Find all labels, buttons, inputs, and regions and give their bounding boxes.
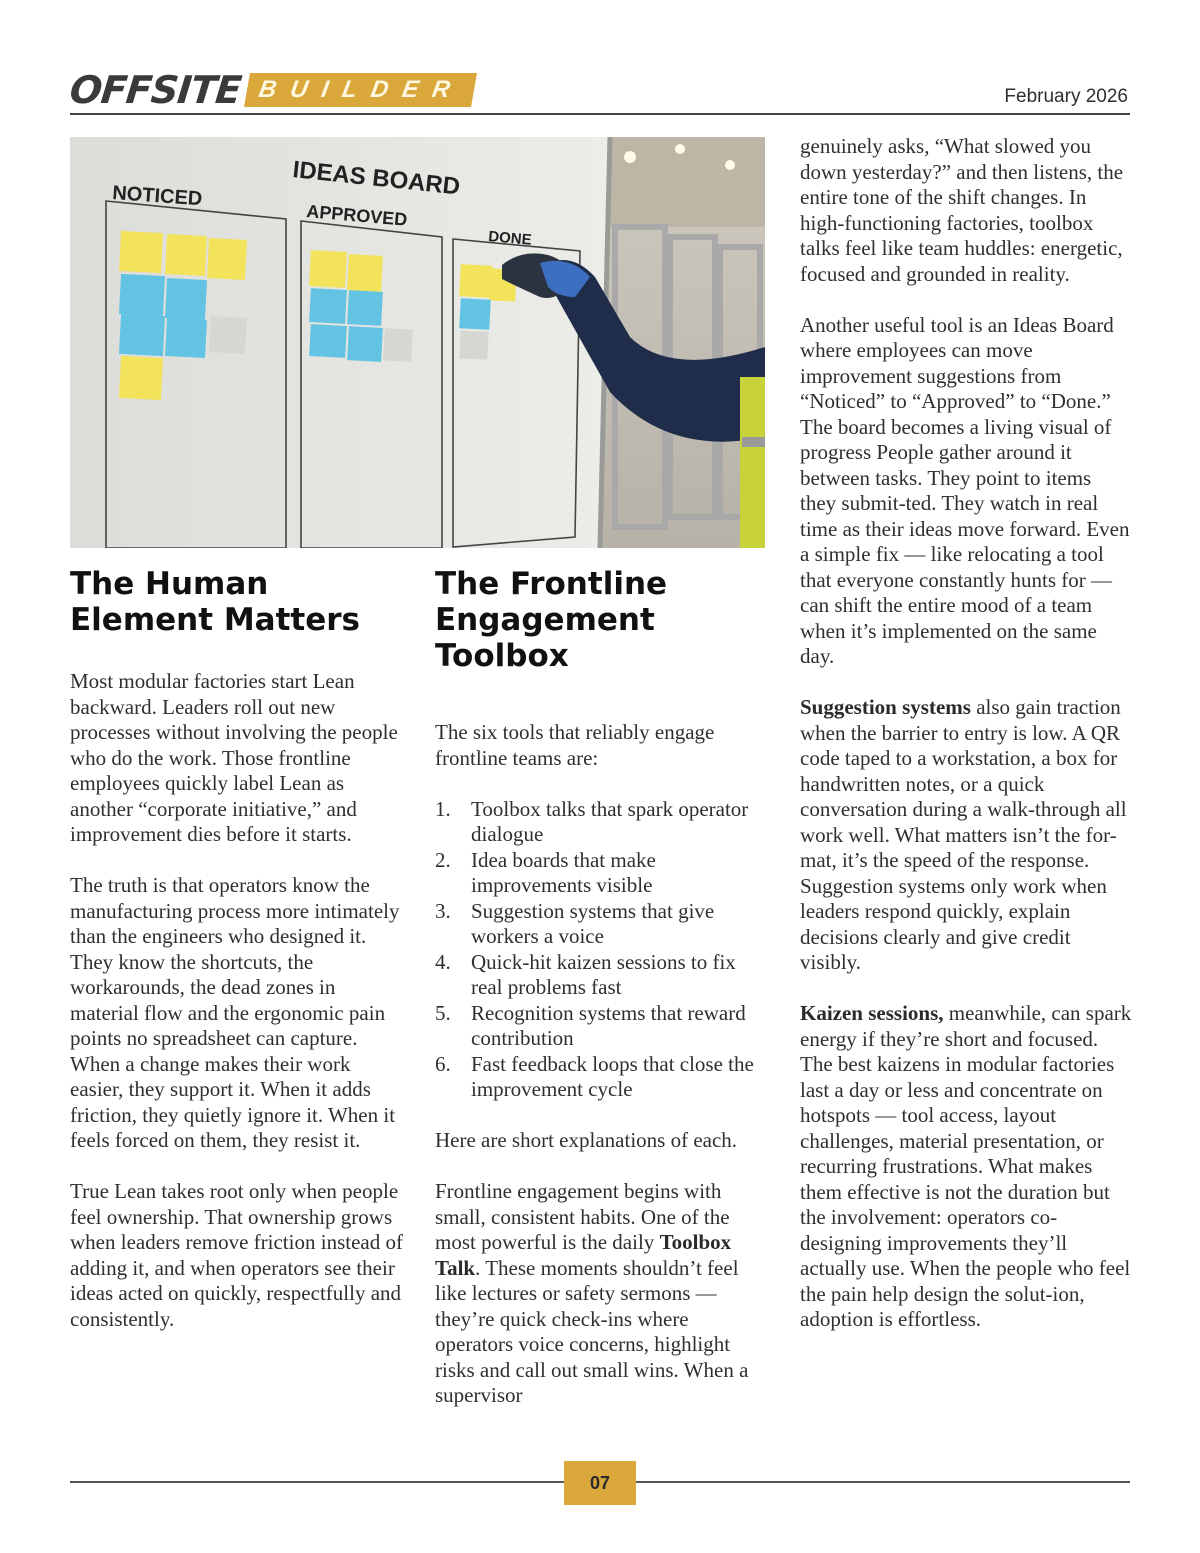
article-heading-human-element xyxy=(70,566,410,638)
list-item: 2. Idea boards that make improvements visible xyxy=(435,847,656,897)
paragraph: Most modular factories start Lean backward. Leaders roll out new processes without involving the people who do the work. Those frontline employees quickly label Lean as another “corporate initiative,” and improvement dies before it starts. xyxy=(70,669,398,846)
heading-line: Element Matters xyxy=(70,602,361,638)
ideas-board-photo xyxy=(70,137,765,548)
heading-line: The Human xyxy=(70,566,269,602)
board-column-done: DONE xyxy=(487,228,533,249)
list-item: 5. Recognition systems that reward contribution xyxy=(435,1000,746,1050)
paragraph: The truth is that operators know the manufacturing process more intimately than the engineers who designed it. They know the shortcuts, the workarounds, the dead zones in material flow and the ergonomic pain points no spreadsheet can capture. When a change makes their work easier, they support it. When it adds friction, they quietly ignore it. When it feels forced on them, they resist it. xyxy=(70,873,400,1152)
list-item: 4. Quick-hit kaizen sessions to fix real problems fast xyxy=(435,949,736,999)
board-column-approved: APPROVED xyxy=(305,201,409,230)
heading-line: The Frontline xyxy=(435,566,668,602)
heading-line: Engagement xyxy=(435,602,655,638)
article-column-2 xyxy=(435,720,770,1409)
logo-builder-badge xyxy=(244,73,477,107)
header-divider xyxy=(70,113,1130,115)
article-heading-frontline-toolbox xyxy=(435,566,765,674)
list-item: 1. Toolbox talks that spark operator dialogue xyxy=(435,796,749,846)
article-column-3 xyxy=(800,134,1132,1333)
paragraph: genuinely asks, “What slowed you down yesterday?” and then listens, the entire tone of the shift changes. In high-functioning factories, toolbox talks feel like team huddles: energetic, focused and grounded in reality. xyxy=(800,134,1124,286)
toolbox-talk-paragraph: Frontline engagement begins with small, consistent habits. One of the most powerful is the daily Toolbox Talk. These moments shouldn’t feel like lectures or safety sermons — they’re quick check-ins where operators voice concerns, highlight risks and call out small wins. When a supervisor xyxy=(435,1179,749,1407)
paragraph: True Lean takes root only when people feel ownership. That ownership grows when leaders remove friction instead of adding it, and when operators see their ideas acted on quickly, respectfully and consistently. xyxy=(70,1179,403,1331)
paragraph: Another useful tool is an Ideas Board where employees can move improvement suggestions from “Noticed” to “Approved” to “Done.” The board becomes a living visual of progress People gather around it between tasks. They point to items they submit-ted. They watch in real time as their ideas move forward. Even a simple fix — like relocating a tool that everyone constantly hunts for — can shift the entire mood of a team when it’s implemented on the same day. xyxy=(800,312,1130,668)
masthead-logo xyxy=(67,68,473,112)
tools-intro: The six tools that reliably engage frontline teams are: xyxy=(435,720,715,770)
issue-date: February 2026 xyxy=(1004,86,1128,107)
logo-builder: BUILDER xyxy=(256,76,466,103)
board-column-noticed: NOTICED xyxy=(111,182,203,211)
toolbox-talk-term: Toolbox Talk xyxy=(435,1230,732,1280)
tools-list xyxy=(435,797,770,1103)
suggestion-systems-term: Suggestion systems xyxy=(800,695,971,719)
suggestion-systems-paragraph: Suggestion systems also gain traction when the barrier to entry is low. A QR code taped to a workstation, a box for handwritten notes, or a quick conversation during a walk-through all work well. What matters isn’t the for-mat, it’s the speed of the response. Suggestion systems only work when leaders respond quickly, explain decisions clearly and give credit visibly. xyxy=(800,695,1127,974)
kaizen-paragraph: Kaizen sessions, meanwhile, can spark energy if they’re short and focused. The best kaizens in modular factories last a day or less and concentrate on hotspots — tool access, layout challenges, material presentation, or recurring frustrations. What makes them effective is not the duration but the involvement: operators co-designing improvements they’ll actually use. When the people who feel the pain help design the solut-ion, adoption is effortless. xyxy=(800,1001,1132,1331)
list-item: 3. Suggestion systems that give workers a voice xyxy=(435,898,715,948)
kaizen-term: Kaizen sessions, xyxy=(800,1001,944,1025)
logo-offsite: OFFSITE xyxy=(67,68,243,112)
page-number: 07 xyxy=(564,1461,636,1505)
list-item: 6. Fast feedback loops that close the improvement cycle xyxy=(435,1051,754,1101)
heading-line: Toolbox xyxy=(435,638,569,674)
explanations-intro: Here are short explanations of each. xyxy=(435,1128,738,1152)
article-column-1 xyxy=(70,669,405,1332)
board-title: IDEAS BOARD xyxy=(291,156,462,201)
